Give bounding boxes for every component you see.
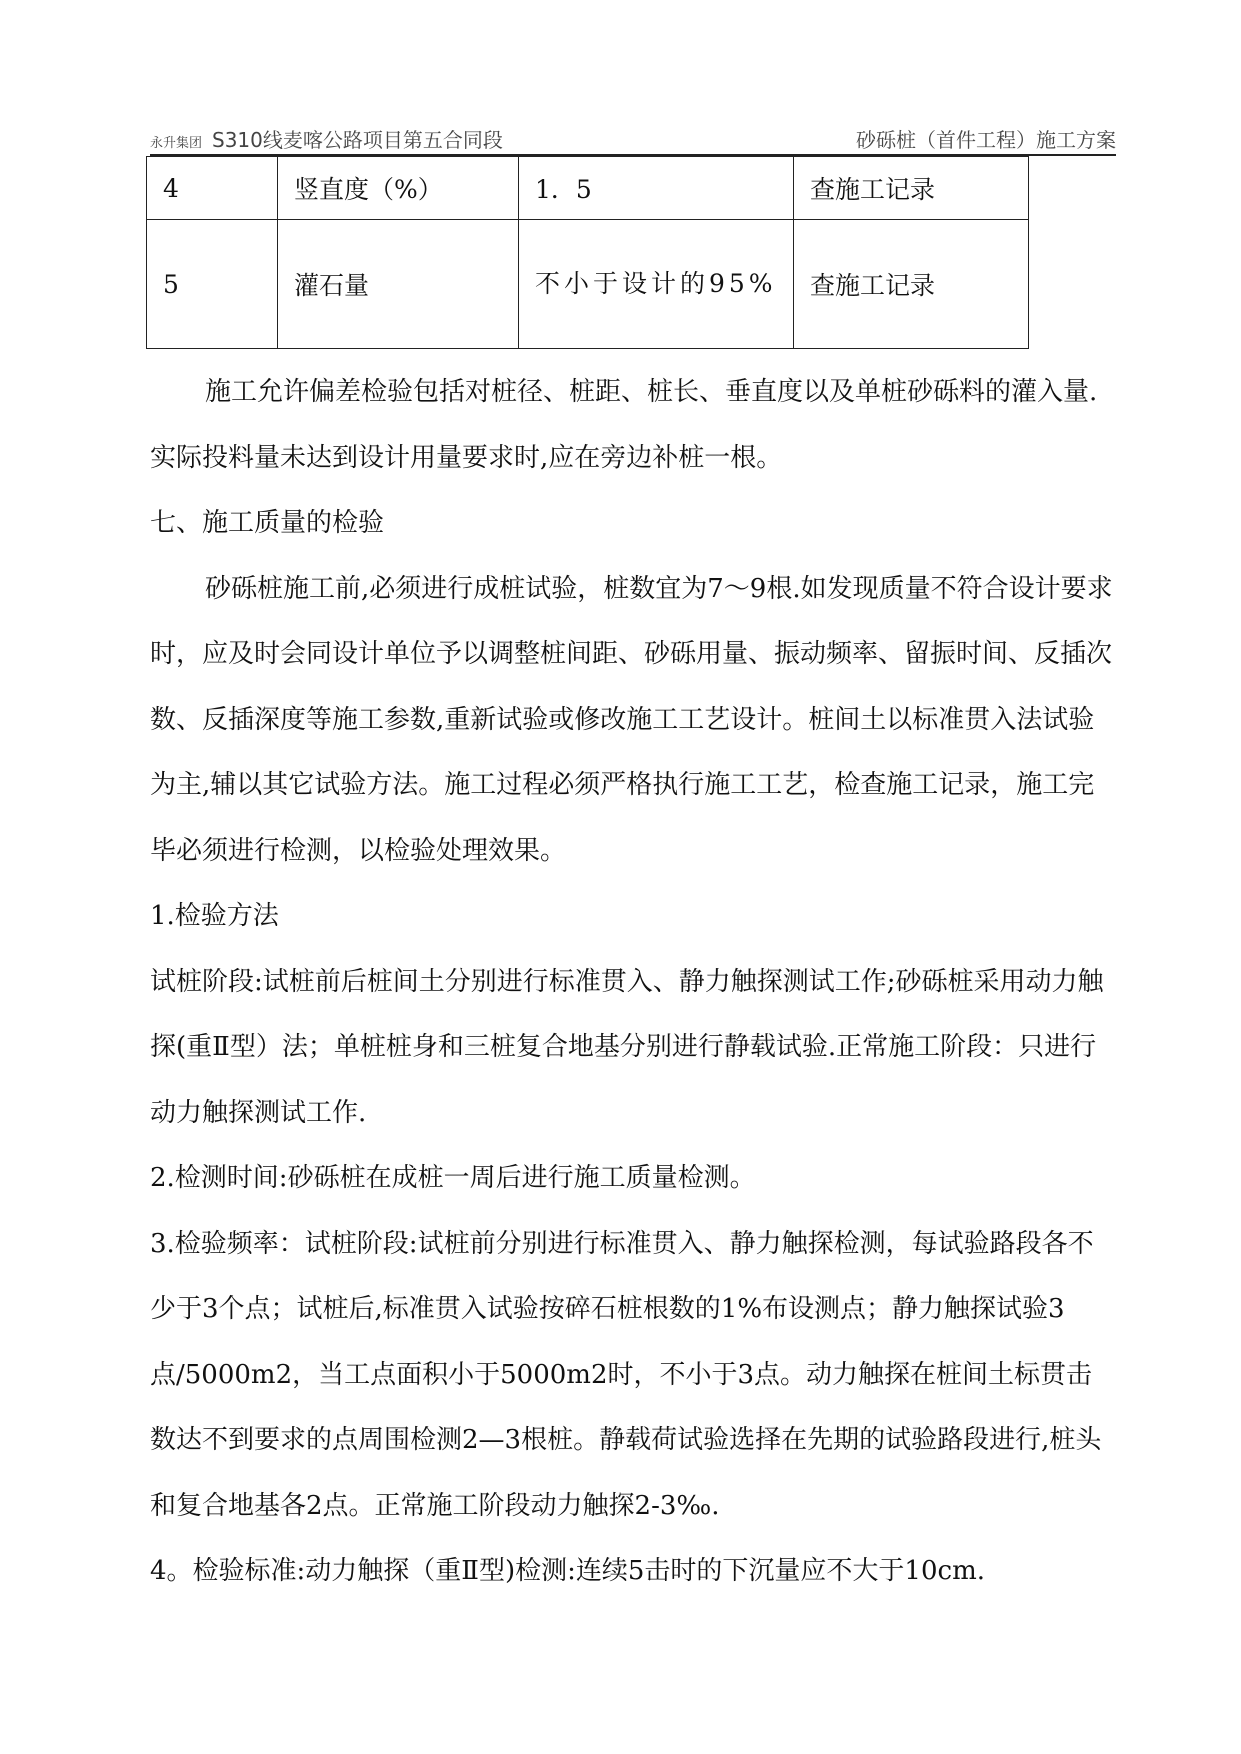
check-method: 查施工记录 [794, 157, 1029, 220]
time-paragraph: 2.检测时间:砂砾桩在成桩一周后进行施工质量检测。 [150, 1163, 756, 1193]
method-paragraph: 试桩阶段:试桩前后桩间土分别进行标准贯入、静力触探测试工作;砂砾桩采用动力触探(重Ⅱ型）法；单桩桩身和三桩复合地基分别进行静载试验.正常施工阶段：只进行动力触探测试工作. [150, 966, 1104, 1128]
frequency-paragraph: 3.检验频率：试桩阶段:试桩前分别进行标准贯入、静力触探检测，每试验路段各不少于3个点；试桩后,标准贯入试验按碎石桩根数的1%布设测点；静力触探试验3点/5000m2，当工点面积小于5000m2时，不小于3点。动力触探在桩间土标贯击数达不到要求的点周围检测2—3根桩。静载荷试验选择在先期的试验路段进行,桩头和复合地基各2点。正常施工阶段动力触探2-3‰. [150, 1228, 1102, 1521]
allowed-value: 1．5 [519, 157, 794, 220]
table-row [147, 157, 1029, 220]
project-name: S310线麦喀公路项目第五合同段 [212, 128, 503, 152]
header-left [150, 124, 503, 153]
document-title: 砂砾桩（首件工程）施工方案 [856, 128, 1116, 152]
row-number: 4 [147, 157, 278, 220]
page-header [150, 124, 1116, 156]
row-number: 5 [147, 220, 278, 349]
check-method: 查施工记录 [794, 220, 1029, 349]
company-name: 永升集团 [150, 136, 203, 151]
quality-paragraph: 砂砾桩施工前,必须进行成桩试验，桩数宜为7～9根.如发现质量不符合设计要求时，应及时会同设计单位予以调整桩间距、砂砾用量、振动频率、留振时间、反插次数、反插深度等施工参数,重新试验或修改施工工艺设计。桩间土以标准贯入法试验为主,辅以其它试验方法。施工过程必须严格执行施工工艺，检查施工记录，施工完毕必须进行检测，以检验处理效果。 [150, 573, 1113, 866]
allowed-value: 不小于设计的95% [535, 269, 777, 298]
check-item: 灌石量 [278, 220, 519, 349]
tolerance-paragraph: 施工允许偏差检验包括对桩径、桩距、桩长、垂直度以及单桩砂砾料的灌入量.实际投料量未达到设计用量要求时,应在旁边补桩一根。 [150, 377, 1098, 473]
subheading-method: 1.检验方法 [150, 901, 279, 931]
table-row [147, 220, 1029, 349]
standard-paragraph: 4。检验标准:动力触探（重Ⅱ型)检测:连续5击时的下沉量应不大于10cm. [150, 1556, 985, 1586]
tolerance-table [146, 156, 1029, 349]
section-heading: 七、施工质量的检验 [150, 508, 385, 538]
check-item: 竖直度（%） [278, 157, 519, 220]
document-body [150, 360, 1116, 1605]
